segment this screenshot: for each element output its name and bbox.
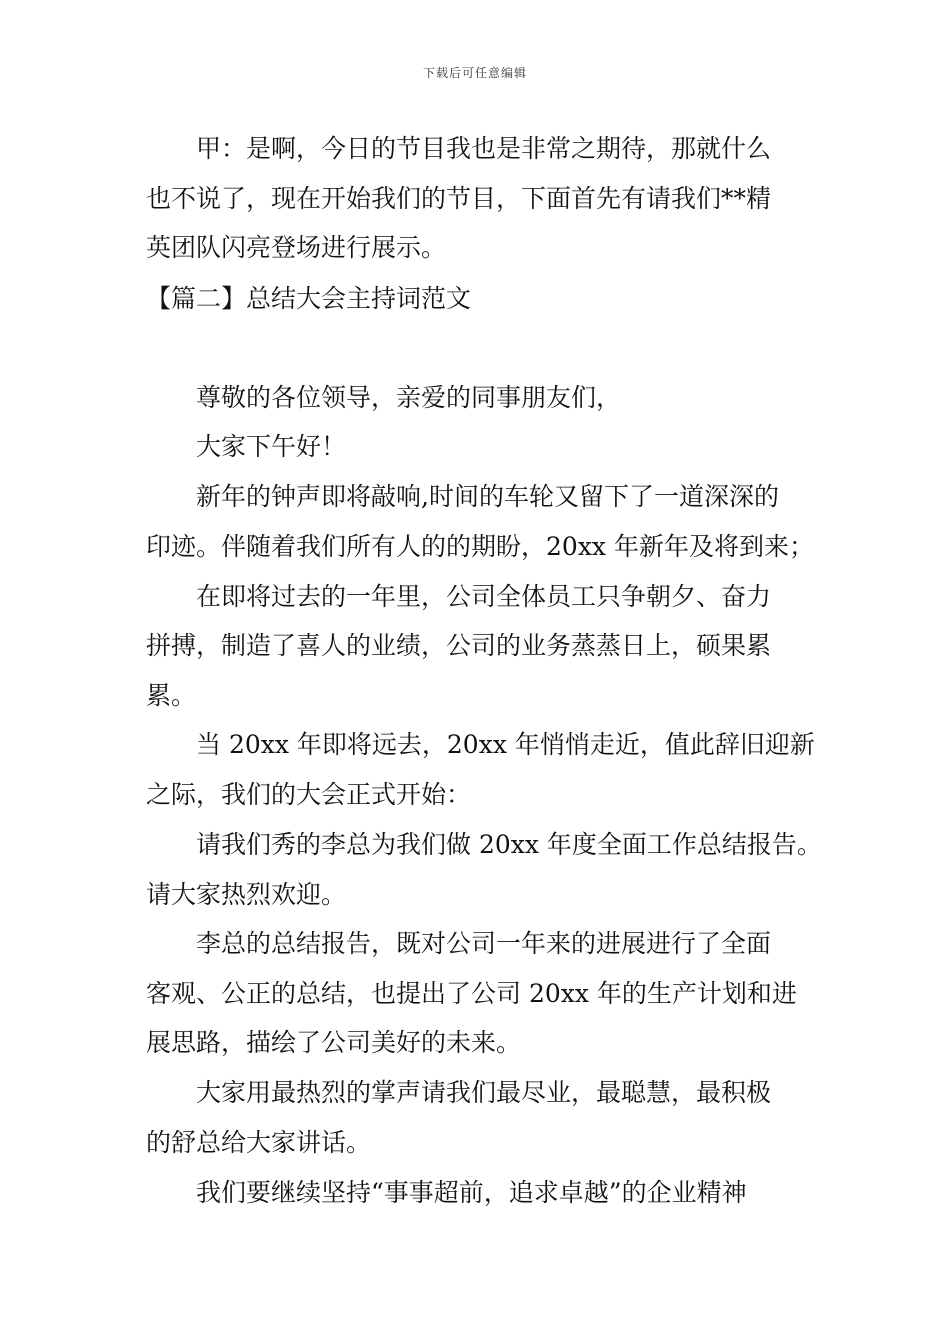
paragraph-line: 累。: [146, 681, 197, 710]
paragraph-line: 客观、公正的总结，也提出了公司 20xx 年的生产计划和进: [146, 979, 797, 1008]
paragraph-line: 我们要继续坚持“事事超前，追求卓越”的企业精神: [196, 1178, 747, 1207]
paragraph-line: 在即将过去的一年里，公司全体员工只争朝夕、奋力: [196, 582, 772, 611]
paragraph-line: 也不说了，现在开始我们的节目，下面首先有请我们**精: [146, 184, 772, 213]
header-note: 下载后可任意编辑: [422, 66, 527, 80]
paragraph-line: 英团队闪亮登场进行展示。: [146, 233, 447, 262]
paragraph-line: 当 20xx 年即将远去，20xx 年悄悄走近，值此辞旧迎新: [196, 730, 815, 759]
paragraph-line: 之际，我们的大会正式开始：: [146, 780, 472, 809]
paragraph-line: 新年的钟声即将敲响,时间的车轮又留下了一道深深的: [196, 482, 779, 511]
paragraph-line: 拼搏，制造了喜人的业绩，公司的业务蒸蒸日上，硕果累: [146, 631, 772, 660]
paragraph-line: 的舒总给大家讲话。: [146, 1128, 372, 1157]
paragraph-line: 大家用最热烈的掌声请我们最尽业，最聪慧，最积极: [196, 1078, 772, 1107]
paragraph-line: 印迹。伴随着我们所有人的的期盼，20xx 年新年及将到来；: [146, 532, 814, 561]
paragraph-line: 展思路，描绘了公司美好的未来。: [146, 1028, 522, 1057]
section-heading: 【篇二】总结大会主持词范文: [146, 284, 472, 313]
paragraph-line: 甲：是啊，今日的节目我也是非常之期待，那就什么: [196, 134, 772, 163]
paragraph-line: 请我们秀的李总为我们做 20xx 年度全面工作总结报告。: [196, 830, 822, 859]
paragraph-line: 李总的总结报告，既对公司一年来的进展进行了全面: [196, 929, 772, 958]
paragraph-line: 大家下午好！: [196, 432, 347, 461]
paragraph-line: 请大家热烈欢迎。: [146, 880, 347, 909]
paragraph-line: 尊敬的各位领导，亲爱的同事朋友们，: [196, 383, 622, 412]
